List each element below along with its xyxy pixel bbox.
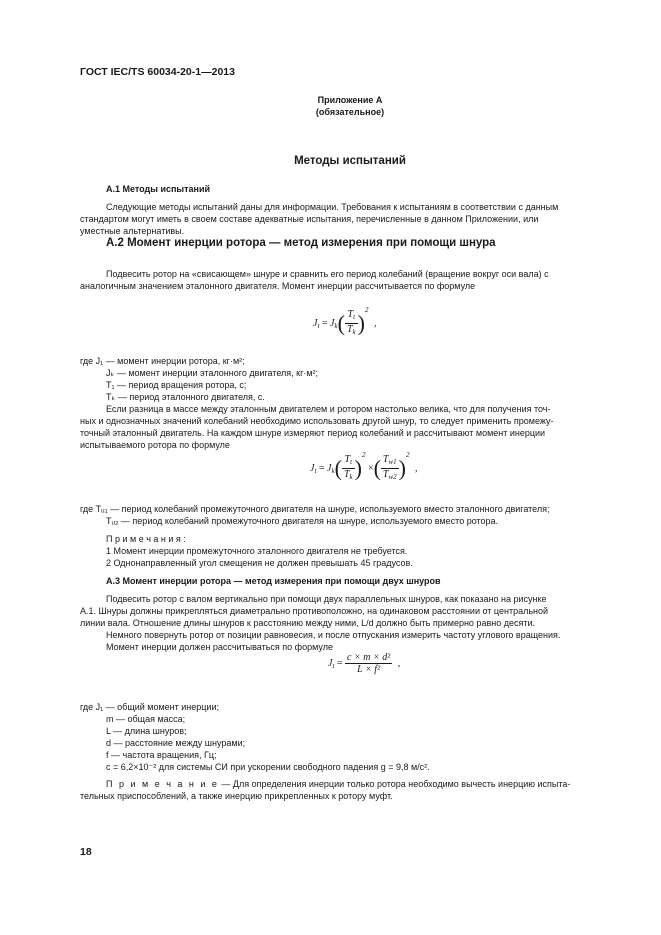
a3-where-line: где J₁ — общий момент инерции; <box>80 702 219 712</box>
f1-end: , <box>373 318 377 329</box>
f2-num2-sub: w1 <box>388 458 397 467</box>
a3-paragraph-line: Момент инерции должен рассчитываться по формуле <box>106 642 333 652</box>
f1-lhs: J <box>313 318 318 329</box>
note-1: 1 Момент инерции промежуточного эталонного двигателя не требуется. <box>106 546 408 556</box>
a3-paragraph-line: Немного повернуть ротор от позиции равновесия, и после отпускания измерить частоту углового вращения. <box>106 630 561 640</box>
section-a1-heading: А.1 Методы испытаний <box>106 184 211 194</box>
a2-paragraph-line: испытываемого ротора по формуле <box>80 440 230 450</box>
f3-lhs-sub: t <box>332 661 335 670</box>
f1-num: T <box>347 309 354 321</box>
a1-paragraph-line: Следующие методы испытаний даны для информации. Требования к испытаниям в соответствии с данным <box>106 202 559 212</box>
f2-lhs-sub: t <box>314 467 317 475</box>
f2-pow2: 2 <box>405 451 410 459</box>
f1-lhs-sub: t <box>317 322 320 330</box>
main-title: Методы испытаний <box>294 155 406 167</box>
f2-num1-sub: t <box>350 458 353 467</box>
a2-where-line: Jₖ — момент инерции эталонного двигателя, кг·м²; <box>106 368 319 378</box>
f2-den2-sub: w2 <box>388 473 397 482</box>
f2-k: J <box>327 463 332 474</box>
f2-k-sub: k <box>331 467 335 475</box>
a1-paragraph-line: уместные альтернативы. <box>80 226 185 236</box>
f1-k-sub: k <box>334 322 338 330</box>
f2-end: , <box>414 463 418 474</box>
a3-where-line: m — общая масса; <box>106 714 186 724</box>
a3-paragraph-line: Подвесить ротор с валом вертикально при помощи двух параллельных шнуров, как показано на рисунке <box>106 594 547 604</box>
a3-where-line: f — частота вращения, Гц; <box>106 750 217 760</box>
a3-note-label: П р и м е ч а н и е <box>106 779 219 789</box>
f1-den-sub: k <box>352 328 356 337</box>
f1-eq: = <box>321 318 328 329</box>
standard-header: ГОСТ IEC/TS 60034-20-1—2013 <box>80 66 235 78</box>
a2-where-line: где J₁ — момент инерции ротора, кг·м²; <box>80 356 245 366</box>
a2-where-line: Tₖ — период эталонного двигателя, с. <box>106 392 265 402</box>
formula-1: $J_t = J_k$( $\frac{T_t}{T_k}$ )$^2$ , <box>313 306 377 337</box>
a2-where2-line: Tᵤ₂ — период колебаний промежуточного двигателя на шнуре, используемого вместо ротора. <box>106 516 499 526</box>
f3-num: c × m × d² <box>347 652 391 663</box>
f2-eq: = <box>318 463 325 474</box>
formula-2: $J_t = J_k$( $\frac{T_t}{T_k}$ )$^2$ ×( $\frac{T_{w1}}{T_{w2}}$ )$^2$ , <box>310 451 418 482</box>
f2-pow1: 2 <box>361 451 366 459</box>
f2-lhs: J <box>310 463 315 474</box>
formula-3 <box>328 652 400 675</box>
section-a2-heading: А.2 Момент инерции ротора — метод измерения при помощи шнура <box>106 237 496 249</box>
note-2: 2 Однонаправленный угол смещения не должен превышать 45 градусов. <box>106 558 413 568</box>
notes-label: П р и м е ч а н и я : <box>106 534 186 544</box>
a3-where-line: L — длина шнуров; <box>106 726 187 736</box>
f3-fraction <box>345 652 392 675</box>
a2-where-line: T₁ — период вращения ротора, с; <box>106 380 247 390</box>
page-number: 18 <box>80 846 92 858</box>
f2-num2: T <box>382 454 389 466</box>
f3-den: L × f² <box>357 664 381 675</box>
f2-den1: T <box>343 469 350 481</box>
section-a3-heading: А.3 Момент инерции ротора — метод измерения при помощи двух шнуров <box>106 576 441 586</box>
f1-fraction <box>345 309 358 338</box>
a2-where2-line: где Tᵤ₁ — период колебаний промежуточного двигателя на шнуре, используемого вместо эталонного двигателя; <box>80 504 550 514</box>
f2-den1-sub: k <box>349 473 353 482</box>
f2-fraction-2 <box>381 454 399 483</box>
f3-lhs: J <box>328 657 333 669</box>
f3-eq: = <box>336 657 343 669</box>
f1-k: J <box>330 318 335 329</box>
a2-paragraph-line: ных и однозначных значений колебаний необходимо использовать другой шнур, то следует применить промежу- <box>80 416 554 426</box>
a2-paragraph-line: аналогичным значением эталонного двигателя. Момент инерции рассчитывается по формуле <box>80 281 476 291</box>
a3-where-line: d — расстояние между шнурами; <box>106 738 246 748</box>
f1-pow: 2 <box>364 306 369 314</box>
a3-note-line-2: тельных приспособлений, а также инерцию прикрепленных к ротору муфт. <box>80 791 393 801</box>
a2-paragraph-line: Подвесить ротор на «свисающем» шнуре и сравнить его период колебаний (вращение вокруг оси вала) с <box>106 269 549 279</box>
f2-times: × <box>367 463 374 474</box>
a2-paragraph-line: точный эталонный двигатель. На каждом шнуре измеряют период колебаний и рассчитывают момент инерции <box>80 428 546 438</box>
a3-note <box>106 778 570 790</box>
a3-paragraph-line: А.1. Шнуры должны прикрепляться диаметрально противоположно, на одинаковом расстоянии от центральной <box>80 606 549 616</box>
appendix-subtitle: (обязательное) <box>315 107 385 117</box>
f2-num1: T <box>344 454 351 466</box>
appendix-title: Приложение А <box>317 95 383 105</box>
a3-paragraph-line: линии вала. Отношение длины шнуров к расстоянию между ними, L/d должно быть примерно равно десяти. <box>80 618 535 628</box>
f2-den2: T <box>382 469 389 481</box>
f1-num-sub: t <box>353 313 356 322</box>
f1-den: T <box>346 324 353 336</box>
a1-paragraph-line: стандартом могут иметь в своем составе адекватные испытания, перечисленные в данном Приложении, или <box>80 214 539 224</box>
a3-note-text: — Для определения инерции только ротора необходимо вычесть инерцию испыта- <box>218 779 571 789</box>
f2-fraction-1 <box>342 454 355 483</box>
a2-paragraph-line: Если разница в массе между эталонным двигателем и ротором настолько велика, что для получения точ- <box>106 404 551 414</box>
a3-where-line: c = 6,2×10⁻² для системы СИ при ускорении свободного падения g = 9,8 м/с². <box>106 762 430 772</box>
f3-end: , <box>397 657 401 669</box>
